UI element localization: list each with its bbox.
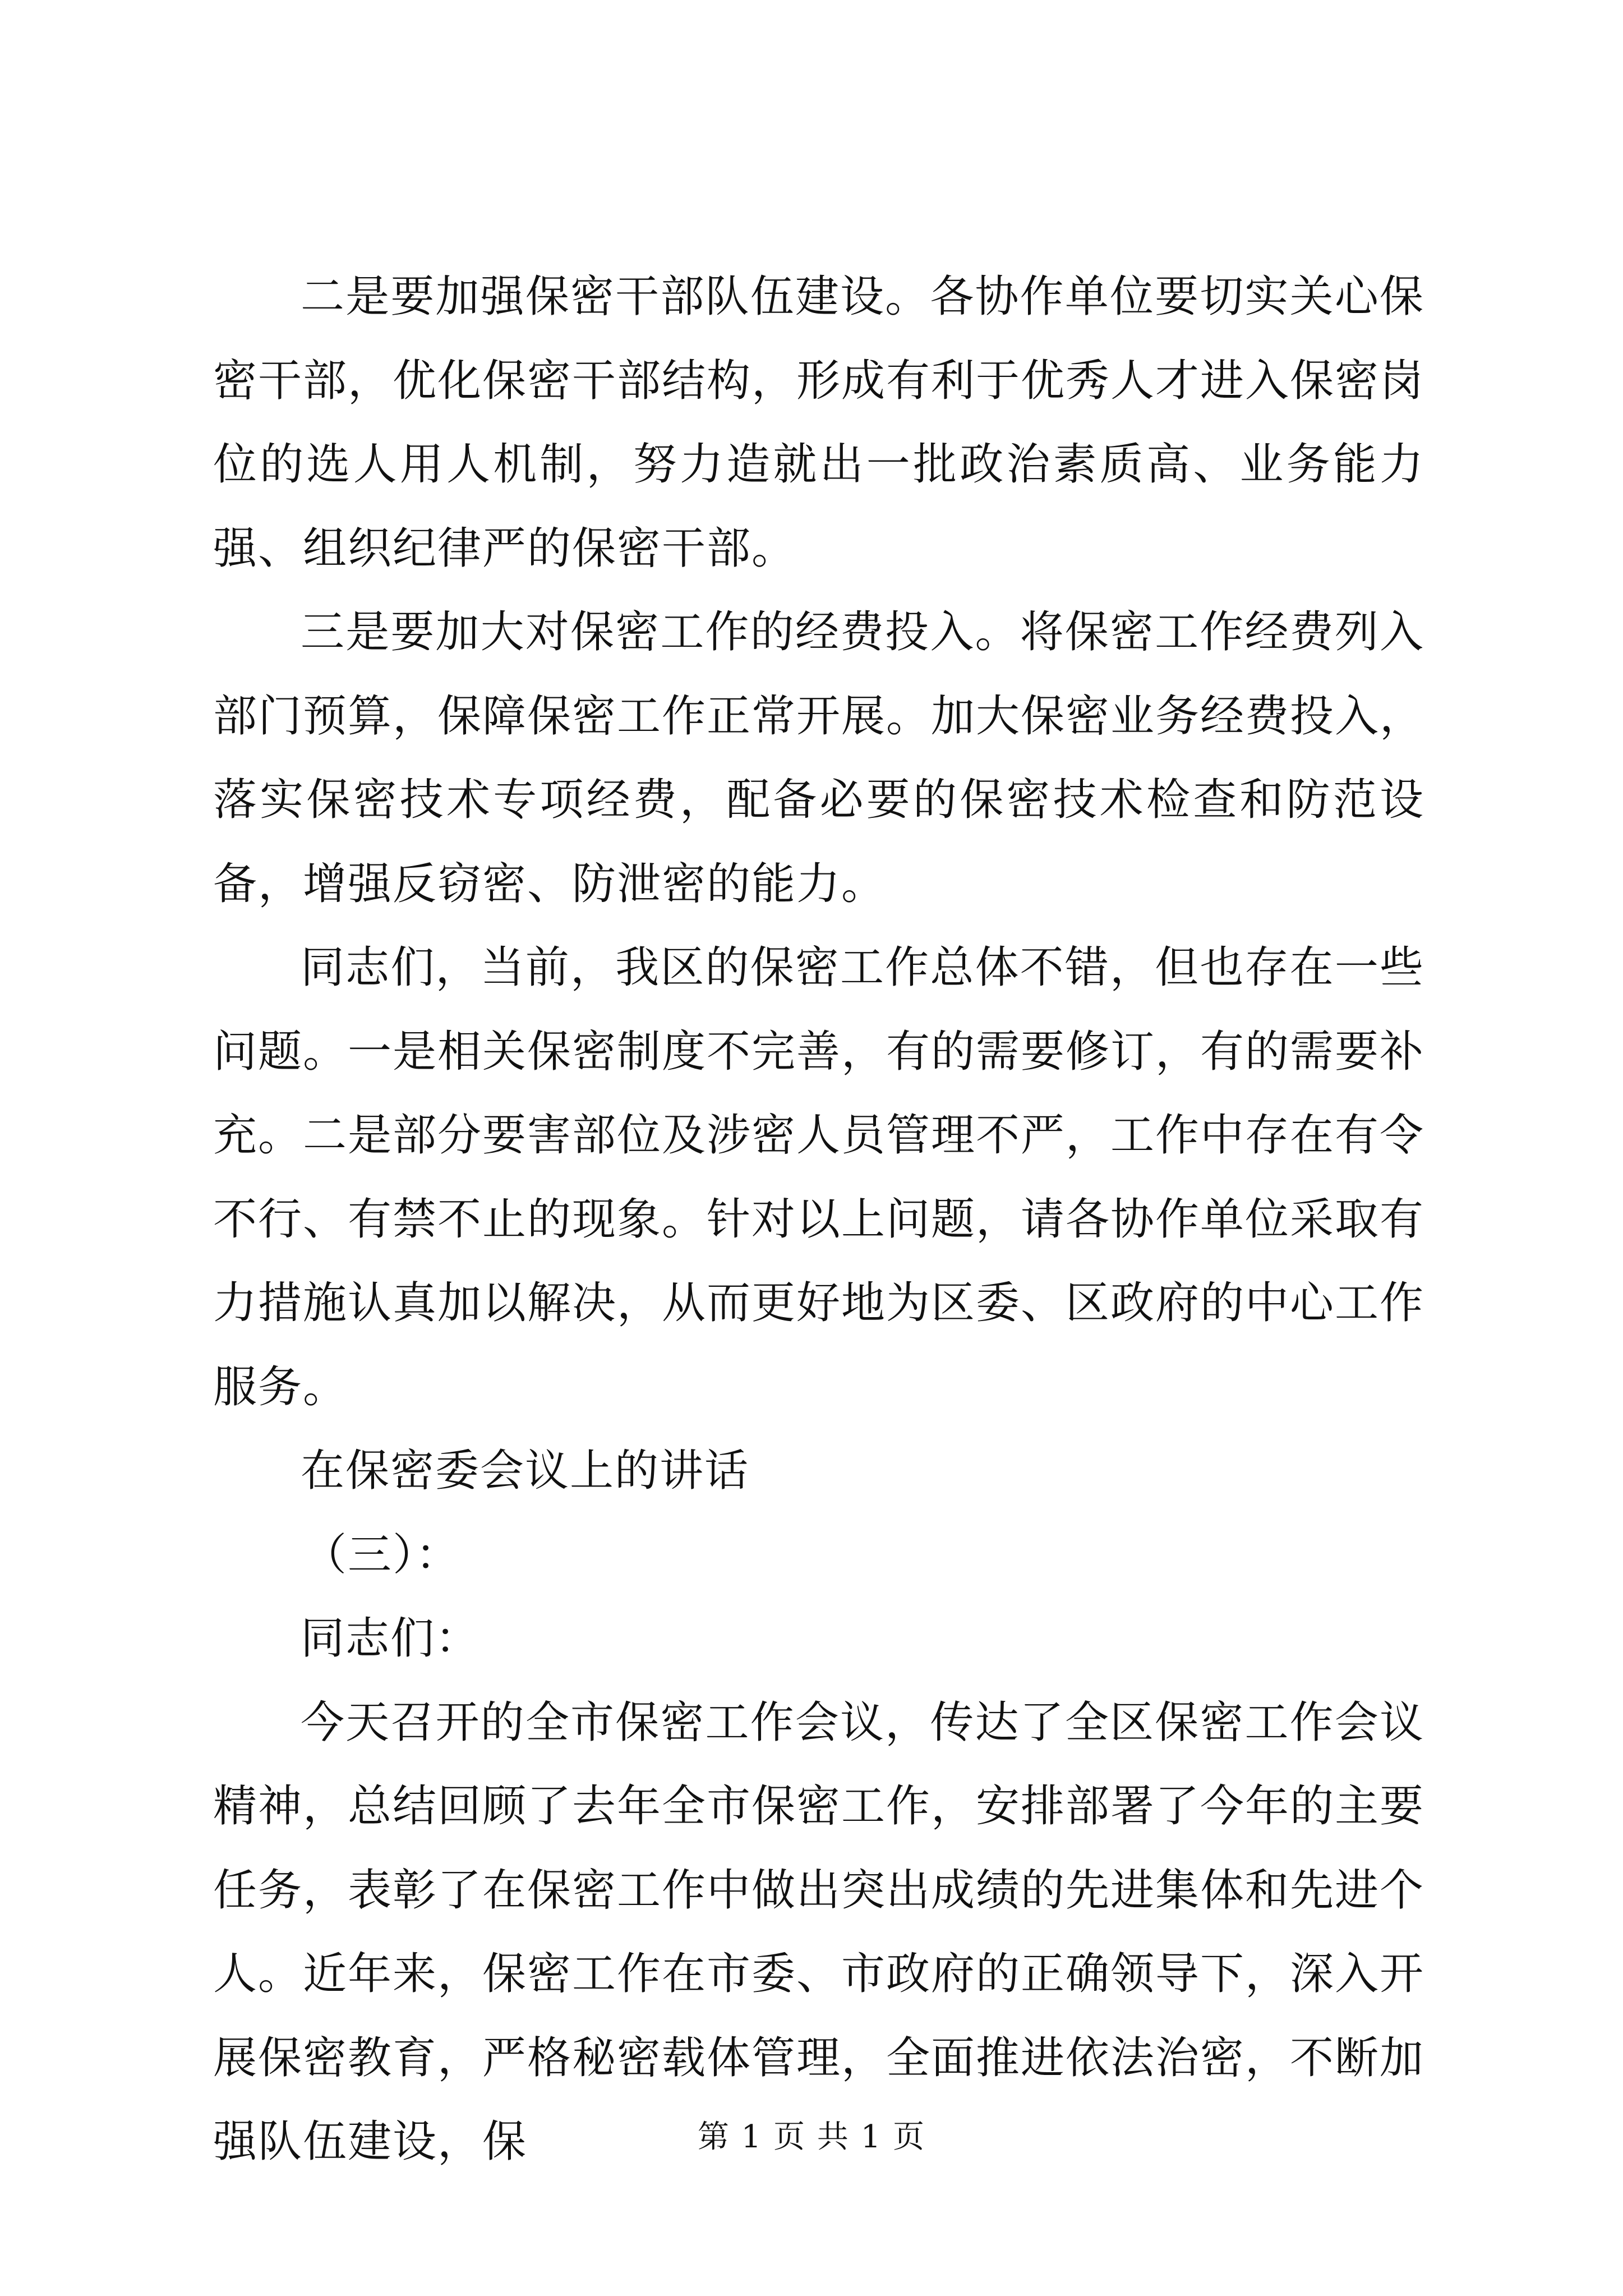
document-body: [213, 255, 1424, 2184]
speech-section-number: （三）：: [303, 1529, 461, 1580]
paragraph-cadre-building: 二是要加强保密干部队伍建设。各协作单位要切实关心保密干部，优化保密干部结构，形成有利于优秀人才进入保密岗位的选人用人机制，努力造就出一批政治素质高、业务能力强、组织纪律严的保密干部。: [213, 272, 1425, 574]
page-footer: 第 1 页 共 1 页: [697, 2119, 926, 2155]
paragraph-existing-problems: 同志们，当前，我区的保密工作总体不错，但也存在一些问题。一是相关保密制度不完善，有的需要修订，有的需要补充。二是部分要害部位及涉密人员管理不严，工作中存在有令不行、有禁不止的现象。针对以上问题，请各协作单位采取有力措施认真加以解决，从而更好地为区委、区政府的中心工作服务。: [213, 942, 1425, 1412]
paragraph-meeting-summary: 今天召开的全市保密工作会议，传达了全区保密工作会议精神，总结回顾了去年全市保密工作，安排部署了今年的主要任务，表彰了在保密工作中做出突出成绩的先进集体和先进个人。近年来，保密工作在市委、市政府的正确领导下，深入开展保密教育，严格秘密载体管理，全面推进依法治密，不断加强队伍建设，保: [213, 1697, 1425, 2167]
speech-salutation: 同志们：: [301, 1613, 481, 1664]
paragraph-funding-investment: 三是要加大对保密工作的经费投入。将保密工作经费列入部门预算，保障保密工作正常开展。加大保密业务经费投入，落实保密技术专项经费，配备必要的保密技术检查和防范设备，增强反窃密、防泄密的能力。: [213, 607, 1425, 909]
speech-title: 在保密委会议上的讲话: [301, 1446, 750, 1496]
